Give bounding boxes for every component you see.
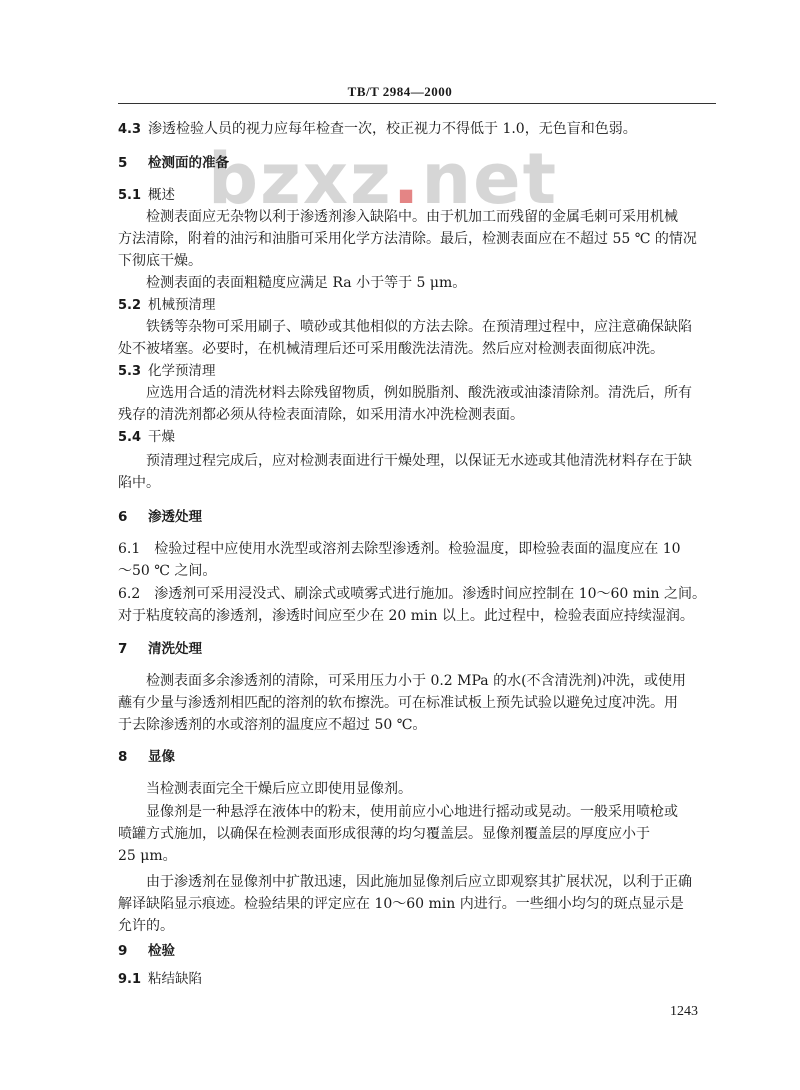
section-heading-5: 5 检测面的准备 <box>118 155 229 171</box>
clause-heading-5-2: 5.2 机械预清理 <box>118 297 216 313</box>
paragraph-line: 蘸有少量与渗透剂相匹配的溶剂的软布擦洗。可在标准试板上预先试验以避免过度冲洗。用 <box>118 695 678 711</box>
watermark: bzxz.net <box>208 138 559 220</box>
paragraph-line: 下彻底干燥。 <box>118 253 202 269</box>
paragraph-line: 残存的清洗剂都必须从待检表面清除，如采用清水冲洗检测表面。 <box>118 407 524 423</box>
clause-4-3: 4.3 渗透检验人员的视力应每年检查一次，校正视力不得低于 1.0，无色盲和色弱。 <box>118 121 637 137</box>
section-heading-8: 8 显像 <box>118 749 175 765</box>
paragraph-line: 于去除渗透剂的水或溶剂的温度应不超过 50 ℃。 <box>118 717 427 733</box>
paragraph-line: 检测表面多余渗透剂的清除，可采用压力小于 0.2 MPa 的水(不含清洗剂)冲洗，或使用 <box>146 673 687 689</box>
paragraph-line: 解译缺陷显示痕迹。检验结果的评定应在 10～60 min 内进行。一些细小均匀的斑点显示是 <box>118 896 684 912</box>
paragraph-line: 对于粘度较高的渗透剂，渗透时间应至少在 20 min 以上。此过程中，检验表面应持续湿润。 <box>118 608 694 624</box>
header-rule <box>118 103 716 104</box>
paragraph-line: 处不被堵塞。必要时，在机械清理后还可采用酸洗法清洗。然后应对检测表面彻底冲洗。 <box>118 341 664 357</box>
paragraph-line: 25 μm。 <box>118 848 177 864</box>
page-number: 1243 <box>670 1004 698 1019</box>
paragraph-line: 预清理过程完成后，应对检测表面进行干燥处理，以保证无水迹或其他清洗材料存在于缺 <box>146 453 692 469</box>
paragraph-line: 喷罐方式施加，以确保在检测表面形成很薄的均匀覆盖层。显像剂覆盖层的厚度应小于 <box>118 826 650 842</box>
section-heading-6: 6 渗透处理 <box>118 509 202 525</box>
paragraph-line: 检测表面应无杂物以利于渗透剂渗入缺陷中。由于机加工而残留的金属毛刺可采用机械 <box>146 209 678 225</box>
paragraph-line: 允许的。 <box>118 918 174 934</box>
paragraph-line: 应选用合适的清洗材料去除残留物质，例如脱脂剂、酸洗液或油漆清除剂。清洗后，所有 <box>146 385 692 401</box>
section-heading-9: 9 检验 <box>118 943 175 959</box>
clause-6-2: 6.2 渗透剂可采用浸没式、刷涂式或喷雾式进行施加。渗透时间应控制在 10～60 min 之间。 <box>118 586 707 602</box>
paragraph-line: 铁锈等杂物可采用刷子、喷砂或其他相似的方法去除。在预清理过程中，应注意确保缺陷 <box>146 319 692 335</box>
paragraph-line: 方法清除，附着的油污和油脂可采用化学方法清除。最后，检测表面应在不超过 55 ℃ 的情况 <box>118 231 697 247</box>
clause-6-1: 6.1 检验过程中应使用水洗型或溶剂去除型渗透剂。检验温度，即检验表面的温度应在 10 <box>118 541 681 557</box>
paragraph-line: ～50 ℃ 之间。 <box>118 563 217 579</box>
clause-heading-5-4: 5.4 干燥 <box>118 429 175 445</box>
standard-code-header: TB/T 2984—2000 <box>347 84 453 99</box>
clause-heading-5-3: 5.3 化学预清理 <box>118 363 216 379</box>
paragraph-line: 陷中。 <box>118 475 160 491</box>
clause-heading-5-1: 5.1 概述 <box>118 187 175 203</box>
paragraph-line: 显像剂是一种悬浮在液体中的粉末，使用前应小心地进行摇动或晃动。一般采用喷枪或 <box>146 804 678 820</box>
paragraph-line: 当检测表面完全干燥后应立即使用显像剂。 <box>146 781 412 797</box>
paragraph-line: 由于渗透剂在显像剂中扩散迅速，因此施加显像剂后应立即观察其扩展状况，以利于正确 <box>146 874 692 890</box>
section-heading-7: 7 清洗处理 <box>118 641 202 657</box>
clause-heading-9-1: 9.1 粘结缺陷 <box>118 971 202 987</box>
paragraph-line: 检测表面的表面粗糙度应满足 Ra 小于等于 5 μm。 <box>146 275 467 291</box>
